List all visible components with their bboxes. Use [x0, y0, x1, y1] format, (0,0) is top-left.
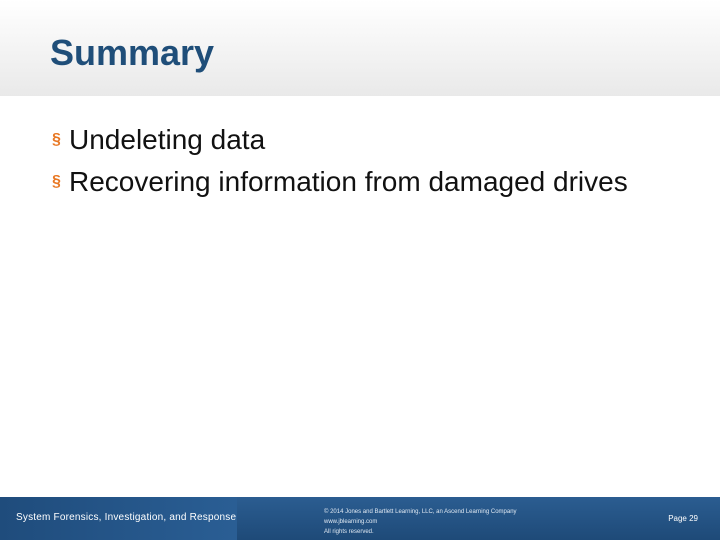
- section-sign-bullet-icon: [52, 133, 61, 146]
- bullet-list: [52, 120, 652, 204]
- bullet-item: [52, 162, 652, 202]
- rights-statement: All rights reserved.: [324, 529, 374, 535]
- publisher-website: www.jblearning.com: [324, 519, 378, 525]
- section-sign-bullet-icon: [52, 175, 61, 188]
- bullet-item: [52, 120, 652, 160]
- bullet-text: Recovering information from damaged drives: [69, 166, 628, 197]
- bullet-text: Undeleting data: [69, 124, 266, 155]
- footer-course-panel: [0, 497, 237, 540]
- footer-bar: [0, 497, 720, 540]
- course-title: System Forensics, Investigation, and Response: [16, 512, 237, 523]
- slide-title: Summary: [50, 32, 215, 73]
- copyright-notice: [324, 507, 517, 537]
- title-bar: [0, 0, 720, 96]
- copyright-line: © 2014 Jones and Bartlett Learning, LLC, an Ascend Learning Company: [324, 509, 517, 515]
- page-number: Page 29: [668, 514, 698, 523]
